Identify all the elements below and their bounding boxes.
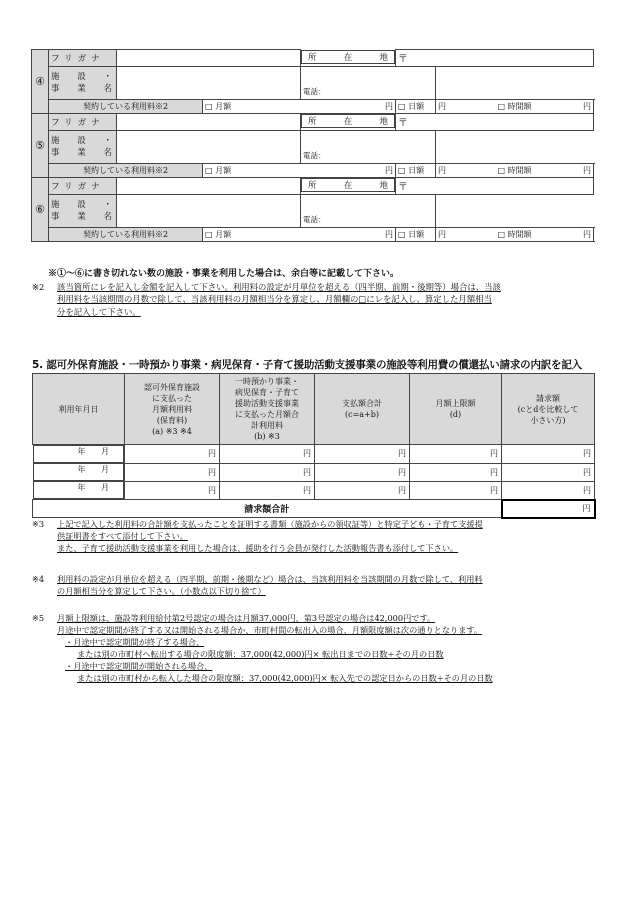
label-char: 設: [77, 200, 86, 210]
facility-name-label: [49, 67, 117, 100]
address-label-char: 所: [308, 117, 317, 127]
facility-table: [31, 49, 594, 242]
address-label-char: 所: [308, 181, 317, 191]
label-char: 施: [51, 136, 60, 146]
address-label-char: 在: [343, 52, 353, 63]
postal-mark: 〒: [398, 118, 408, 129]
yen-unit: 円: [582, 230, 591, 239]
hourly-checkbox[interactable]: □ 時間額: [497, 166, 532, 175]
claim-year-month[interactable]: [33, 445, 125, 463]
section-5-title: 5. 認可外保育施設・一時預かり事業・病児保育・子育て援助活動支援事業の施設等利用費の償還払い請求の内訳を記入: [32, 359, 582, 371]
year-label: 年: [77, 483, 86, 492]
claim-amount-c[interactable]: [315, 481, 410, 500]
daily-fee-cell[interactable]: [396, 228, 436, 242]
claim-amount-c[interactable]: [315, 445, 410, 464]
claim-amount-e[interactable]: [502, 481, 595, 500]
note-2-line: 利用料を当該期間の月数で除して、当該利用料の月額相当分を算定し、月額欄の□にレを記入し、算定した月額相当: [57, 294, 492, 305]
hourly-fee-cell[interactable]: [436, 228, 594, 242]
claim-amount-d[interactable]: [410, 445, 502, 464]
contract-fee-label: 契約している利用料※2: [49, 164, 203, 178]
claim-total-label: 請求額合計: [33, 500, 502, 518]
year-label: 年: [77, 465, 86, 474]
header-ym: 利用年月日: [33, 374, 125, 445]
note-overflow: ※①～⑥に書き切れない数の施設・事業を利用した場合は、余白等に記載して下さい。: [48, 269, 400, 279]
month-label: 月: [101, 465, 109, 474]
furigana-label: フリガナ: [49, 178, 117, 195]
header-a-line: (a) ※3 ※4: [152, 426, 192, 436]
label-char: ・: [103, 72, 112, 82]
contract-fee-label: 契約している利用料※2: [49, 100, 203, 114]
tel-label: 電話：: [303, 87, 326, 96]
address-tel-input[interactable]: [301, 67, 436, 100]
furigana-input[interactable]: [117, 50, 301, 67]
label-char: 設: [77, 136, 86, 146]
header-c-line: (c=a+b): [344, 410, 380, 419]
note-2: [32, 281, 602, 318]
claim-amount-b[interactable]: [220, 463, 315, 481]
facility-number: ⑥: [32, 178, 49, 242]
header-a: [125, 374, 220, 445]
claim-amount-e[interactable]: [502, 463, 595, 481]
header-b-line: に支払った月額合: [235, 410, 299, 419]
facility-name-label: [49, 131, 117, 164]
claim-amount-a[interactable]: [125, 445, 220, 464]
yen-unit: 円: [490, 467, 498, 477]
yen-unit: 円: [303, 467, 311, 477]
monthly-checkbox[interactable]: □ 月額: [205, 166, 232, 175]
claim-amount-d[interactable]: [410, 463, 502, 481]
address-label: [301, 50, 395, 64]
label-char: ・: [103, 136, 112, 146]
footnote-4-line: 利用料の設定が月単位を超える（四半期、前期・後期など）場合は、当該利用料を当該期間の月数で除して、利用料: [57, 574, 483, 584]
facility-name-input[interactable]: [117, 195, 301, 228]
month-label: 月: [101, 447, 109, 456]
yen-unit: 円: [385, 102, 393, 111]
postal-code-input[interactable]: [396, 50, 594, 67]
monthly-fee-cell[interactable]: [203, 164, 396, 178]
claim-amount-a[interactable]: [125, 463, 220, 481]
year-label: 年: [77, 447, 86, 456]
tel-label: 電話：: [303, 215, 326, 224]
facility-name-label: [49, 195, 117, 228]
label-char: 名: [103, 148, 112, 158]
yen-unit: 円: [208, 485, 216, 495]
label-char: 事: [51, 212, 60, 222]
footnote-3-line: また、子育て援助活動支援事業を利用した場合は、援助を行う会員が発行した活動報告書も添付して下さい。: [57, 543, 459, 553]
daily-checkbox[interactable]: □ 日額: [398, 166, 425, 175]
yen-unit: 円: [583, 467, 591, 477]
header-d: [410, 374, 502, 445]
yen-unit: 円: [398, 485, 406, 495]
yen-unit: 円: [583, 449, 591, 459]
furigana-input[interactable]: [117, 114, 301, 131]
contract-fee-label: 契約している利用料※2: [49, 228, 203, 242]
address-label-char: 在: [343, 181, 353, 191]
label-char: 施: [51, 72, 60, 82]
postal-mark: 〒: [398, 182, 408, 193]
footnote-3-mark: ※3: [32, 519, 45, 529]
header-e-line: (cとdを比較して: [517, 404, 579, 414]
postal-mark: 〒: [398, 54, 408, 65]
claim-amount-a[interactable]: [125, 481, 220, 500]
claim-amount-b[interactable]: [220, 481, 315, 500]
header-b-line: 病児保育・子育て: [235, 388, 299, 397]
yen-unit: 円: [583, 485, 591, 495]
header-b-line: 計利用料: [251, 421, 283, 430]
monthly-fee-cell[interactable]: [203, 100, 396, 114]
facility-number: ④: [32, 50, 49, 114]
footnote-5-line: ・月途中で認定期間が終了する場合、: [65, 637, 205, 647]
claim-total-amount[interactable]: [502, 500, 595, 518]
footnote-5-line: または別の市町村へ転出する場合の限度額：37,000(42,000)円× 転出日までの日数÷その月の日数: [77, 649, 444, 659]
yen-unit: 円: [490, 449, 498, 459]
footnote-5-mark: ※5: [32, 613, 45, 623]
hourly-checkbox[interactable]: □ 時間額: [497, 102, 532, 111]
claim-amount-c[interactable]: [315, 463, 410, 481]
yen-unit: 円: [582, 504, 591, 513]
claim-year-month[interactable]: [33, 463, 125, 481]
label-char: 業: [77, 212, 86, 222]
yen-unit: 円: [398, 449, 406, 459]
yen-unit: 円: [438, 230, 446, 239]
furigana-input[interactable]: [117, 178, 301, 195]
postal-code-input[interactable]: [396, 114, 594, 131]
footnote-4-line: の月額相当分を算定して下さい。（小数点以下切り捨て）: [57, 586, 266, 596]
footnote-5-line: または別の市町村から転入した場合の限度額：37,000(42,000)円× 転入先での認定日からの日数÷その月の日数: [77, 673, 493, 683]
label-char: 名: [103, 212, 112, 222]
footnote-3: [32, 518, 597, 554]
label-char: 業: [77, 84, 86, 94]
hourly-fee-cell[interactable]: [436, 100, 594, 114]
monthly-checkbox[interactable]: □ 月額: [205, 102, 232, 111]
header-d-line: (d): [449, 410, 462, 419]
header-c-line: 支払額合計: [342, 399, 382, 408]
address-label-char: 地: [379, 117, 388, 127]
claim-amount-d[interactable]: [410, 481, 502, 500]
claim-table: [32, 373, 596, 519]
yen-unit: 円: [303, 485, 311, 495]
facility-number: ⑤: [32, 114, 49, 178]
furigana-label: フリガナ: [49, 50, 117, 67]
hourly-checkbox[interactable]: □ 時間額: [497, 230, 532, 239]
header-b-line: 一時預かり事業・: [235, 377, 299, 386]
header-d-line: 月額上限額: [435, 399, 476, 408]
footnote-4: [32, 573, 597, 597]
daily-checkbox[interactable]: □ 日額: [398, 230, 425, 239]
footnote-3-line: 供証明書をすべて添付して下さい。: [57, 531, 188, 541]
daily-fee-cell[interactable]: [396, 164, 436, 178]
address-tel-input[interactable]: [301, 131, 436, 164]
hourly-fee-cell[interactable]: [436, 164, 594, 178]
header-a-line: 認可外保育施設: [144, 382, 200, 392]
header-e-line: 小さい方): [530, 415, 566, 425]
footnote-4-mark: ※4: [32, 574, 45, 584]
yen-unit: 円: [438, 166, 446, 175]
header-b: [220, 374, 315, 445]
address-tel-input[interactable]: [301, 195, 436, 228]
yen-unit: 円: [208, 467, 216, 477]
label-char: ・: [103, 200, 112, 210]
postal-code-input[interactable]: [396, 178, 594, 195]
label-char: 施: [51, 200, 60, 210]
monthly-fee-cell[interactable]: [203, 228, 396, 242]
yen-unit: 円: [582, 166, 591, 175]
tel-label: 電話：: [303, 151, 326, 160]
monthly-checkbox[interactable]: □ 月額: [205, 230, 232, 239]
footnote-5: [32, 612, 597, 684]
label-char: 業: [77, 148, 86, 158]
header-a-line: (保育料): [156, 415, 188, 425]
yen-unit: 円: [208, 449, 216, 459]
header-a-line: 月額利用料: [152, 404, 192, 414]
label-char: 名: [103, 84, 112, 94]
footnote-5-line: 月途中で認定期間が終了する又は開始される場合か、市町村間の転出入の場合、月額限度額は次の通りとなります。: [57, 625, 483, 635]
address-label-char: 在: [343, 117, 353, 127]
note-2-mark: ※2: [32, 282, 45, 292]
yen-unit: 円: [398, 467, 406, 477]
yen-unit: 円: [385, 230, 393, 239]
yen-unit: 円: [438, 102, 446, 111]
facility-name-input[interactable]: [117, 67, 301, 100]
furigana-label: フリガナ: [49, 114, 117, 131]
yen-unit: 円: [582, 102, 591, 111]
yen-unit: 円: [490, 485, 498, 495]
claim-amount-e[interactable]: [502, 445, 595, 464]
yen-unit: 円: [303, 449, 311, 459]
header-b-line: (b) ※3: [254, 432, 280, 441]
footnote-5-line: 月額上限額は、施設等利用給付第2号認定の場合は月額37,000円、第3号認定の場合は42,000円です。: [57, 613, 436, 623]
facility-name-input[interactable]: [117, 131, 301, 164]
footnote-5-line: ・月途中で認定期間が開始される場合、: [65, 661, 213, 671]
note-2-line: 分を記入して下さい。: [57, 306, 141, 317]
daily-checkbox[interactable]: □ 日額: [398, 102, 425, 111]
address-label-char: 地: [379, 181, 388, 191]
label-char: 事: [51, 148, 60, 158]
claim-year-month[interactable]: [33, 481, 125, 499]
address-label: [301, 178, 395, 192]
label-char: 設: [77, 72, 86, 82]
header-e: [502, 374, 595, 445]
header-e-line: 請求額: [536, 393, 560, 403]
daily-fee-cell[interactable]: [396, 100, 436, 114]
header-b-line: 援助活動支援事業: [235, 399, 299, 408]
yen-unit: 円: [385, 166, 393, 175]
header-c: [315, 374, 410, 445]
month-label: 月: [101, 483, 109, 492]
label-char: 事: [51, 84, 60, 94]
claim-amount-b[interactable]: [220, 445, 315, 464]
header-a-line: に支払った: [152, 393, 192, 403]
note-2-line: 該当箇所にレを記入し金額を記入して下さい。利用料の設定が月単位を超える（四半期、前期・後期等）場合は、当該: [57, 282, 501, 292]
address-label-char: 所: [308, 52, 317, 63]
address-label: [301, 114, 395, 128]
footnote-3-line: 上記で記入した利用料の合計額を支払ったことを証明する書類（施設からの領収証等）と特定子ども・子育て支援提: [57, 519, 483, 529]
address-label-char: 地: [379, 52, 388, 63]
